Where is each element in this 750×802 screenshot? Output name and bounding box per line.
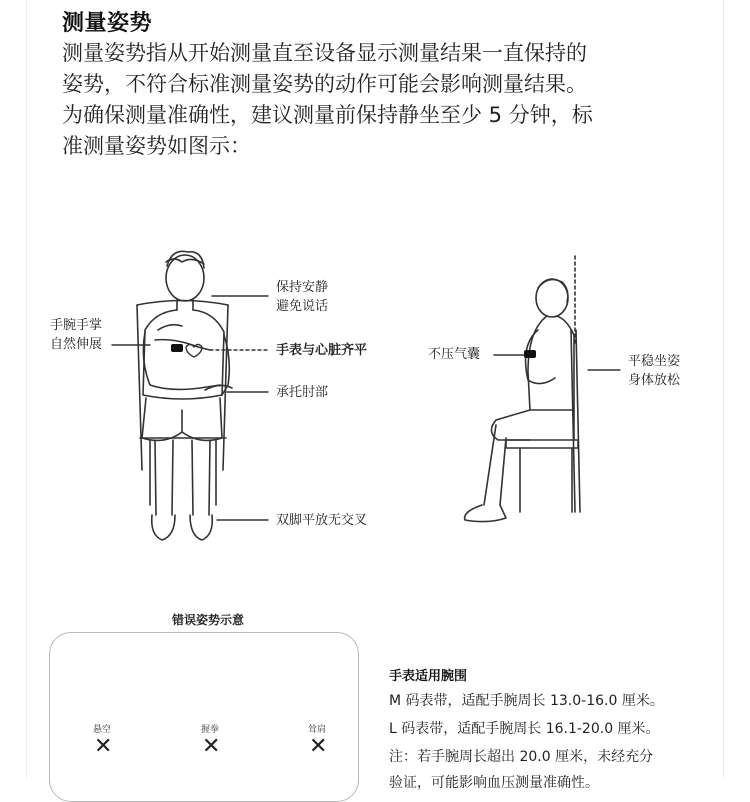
label-keep-quiet [276,278,328,316]
section-title: 测量姿势 [62,11,153,36]
watch-fit-line: 验证，可能影响血压测量准确性。 [389,775,599,791]
label-wrist-line1: 手腕手掌 [50,318,103,333]
front-watch [171,344,183,352]
wrong-x-mark: ✕ [202,734,221,759]
label-no-airbag: 不压气囊 [428,347,481,362]
watch-fit-line: L 码表带，适配手腕周长 16.1-20.0 厘米。 [389,721,660,737]
front-figure [137,251,232,540]
intro-line: 测量姿势指从开始测量直至设备显示测量结果一直保持的 [62,41,587,65]
label-posture-line1: 平稳坐姿 [628,354,681,369]
label-wrist-line2: 自然伸展 [50,337,103,352]
watch-fit-heading: 手表适用腕围 [389,669,468,684]
wrong-x-mark: ✕ [94,734,113,759]
label-keep-quiet-line2: 避免说话 [276,299,329,314]
heart-icon [186,345,202,358]
label-wrist [50,316,102,354]
intro-line: 为确保测量准确性，建议测量前保持静坐至少 5 分钟，标 [62,103,593,127]
wrong-postures-title: 错误姿势示意 [172,613,245,627]
watch-fit-line: M 码表带，适配手腕周长 13.0-16.0 厘米。 [389,693,664,709]
label-keep-quiet-line1: 保持安静 [276,280,329,295]
label-posture [628,352,680,390]
label-feet: 双脚平放无交叉 [276,513,368,528]
wrong-postures-box [49,632,359,802]
wrong-x-mark: ✕ [309,734,328,759]
label-posture-line2: 身体放松 [628,373,681,388]
intro-line: 姿势，不符合标准测量姿势的动作可能会影响测量结果。 [62,72,587,96]
label-elbow: 承托肘部 [276,385,329,400]
wrong-caption: 耸肩 [308,725,327,735]
label-watch-heart: 手表与心脏齐平 [276,343,368,358]
watch-fit-line: 注：若手腕周长超出 20.0 厘米，未经充分 [389,749,654,765]
wrong-caption: 握拳 [201,725,220,735]
wrong-caption: 悬空 [93,725,112,735]
side-watch [524,350,536,358]
intro-line: 准测量姿势如图示： [62,134,251,158]
side-figure [465,256,580,522]
